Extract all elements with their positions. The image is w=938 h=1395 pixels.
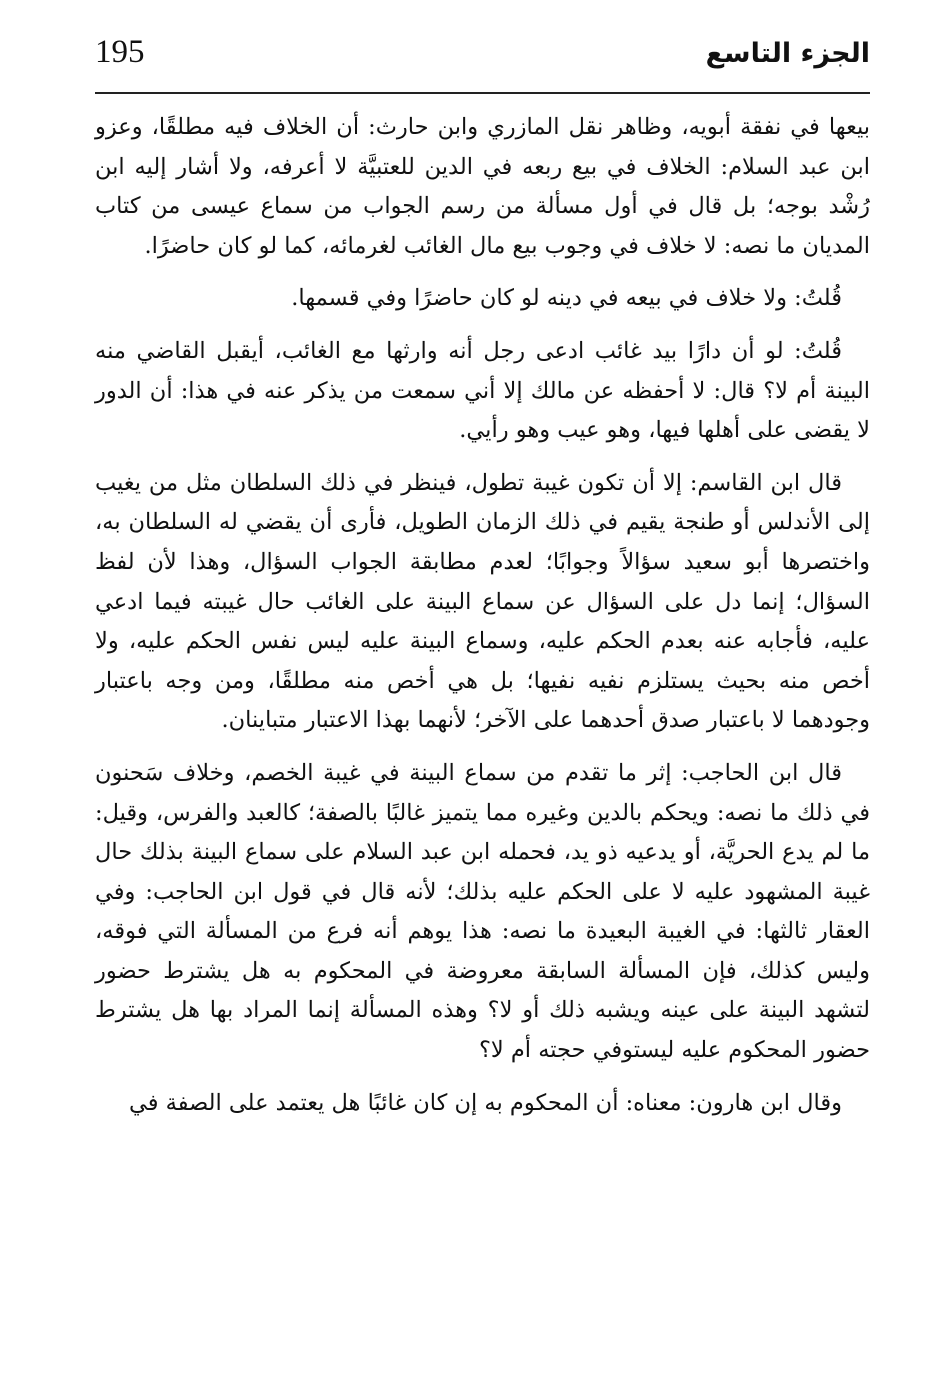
header-divider [95,92,870,94]
page-header [95,28,870,84]
paragraph: قُلتُ: ولا خلاف في بيعه في دينه لو كان حاضرًا وفي قسمها. [291,285,842,312]
paragraph: بيعها في نفقة أبويه، وظاهر نقل المازري وابن حارث: أن الخلاف فيه مطلقًا، وعزو ابن عبد السلام: الخلاف في بيع ربعه في الدين للعتبيَّة لا أعرفه، ولا أشار إليه ابن رُشْد بوجه؛ بل قال في أول مسألة من رسم الجواب من سماع عيسى من كتاب المديان ما نصه: لا خلاف في وجوب بيع مال الغائب لغرمائه، كما لو كان حاضرًا. [95,114,870,259]
page-body [95,108,870,1136]
paragraph: قُلتُ: لو أن دارًا بيد غائب ادعى رجل أنه وارثها مع الغائب، أيقبل القاضي منه البينة أم لا؟ قال: لا أحفظه عن مالك إلا أني سمعت من يذكر عنه في هذا: أن الدور لا يقضى على أهلها فيها، وهو عيب وهو رأيي. [95,337,870,444]
paragraph: وقال ابن هارون: معناه: أن المحكوم به إن كان غائبًا هل يعتمد على الصفة في [128,1089,842,1116]
paragraph: قال ابن القاسم: إلا أن تكون غيبة تطول، فينظر في ذلك السلطان مثل من يغيب إلى الأندلس أو طنجة يقيم في ذلك الزمان الطويل، فأرى أن يقضي له السلطان به، واختصرها أبو سعيد سؤالاً وجوابًا؛ لعدم مطابقة الجواب السؤال، وهذا لأن لفظ السؤال؛ إنما دل على السؤال عن سماع البينة على الغائب حال غيبته فيما ادعي عليه، فأجابه عنه بعدم الحكم عليه، وسماع البينة عليه ليس نفس الحكم عليه، ولا أخص منه بحيث يستلزم نفيه نفيها؛ بل هي أخص منه مطلقًا، ومن وجه باعتبار وجودهما لا باعتبار صدق أحدهما على الآخر؛ لأنهما بهذا الاعتبار متباينان. [95,469,870,734]
page-number: 195 [95,34,145,70]
paragraph: قال ابن الحاجب: إثر ما تقدم من سماع البينة في غيبة الخصم، وخلاف سَحنون في ذلك ما نصه: ويحكم بالدين وغيره مما يتميز غالبًا بالصفة؛ كالعبد والفرس، وقيل: ما لم يدع الحريَّة، أو يدعيه ذو يد، فحمله ابن عبد السلام على سماع البينة بذلك حال غيبة المشهود عليه لا على الحكم عليه بذلك؛ لأنه قال في قول ابن الحاجب: وفي العقار ثالثها: في الغيبة البعيدة ما نصه: هذا يوهم أنه فرع من المسألة التي فوقه، وليس كذلك، فإن المسألة السابقة معروضة في المحكوم به هل يشترط حضور لتشهد البينة على عينه ويشبه ذلك أو لا؟ وهذه المسألة إنما المراد بها هل يشترط حضور المحكوم عليه ليستوفي حجته أم لا؟ [95,759,870,1064]
running-title: الجزء التاسع [705,38,870,69]
